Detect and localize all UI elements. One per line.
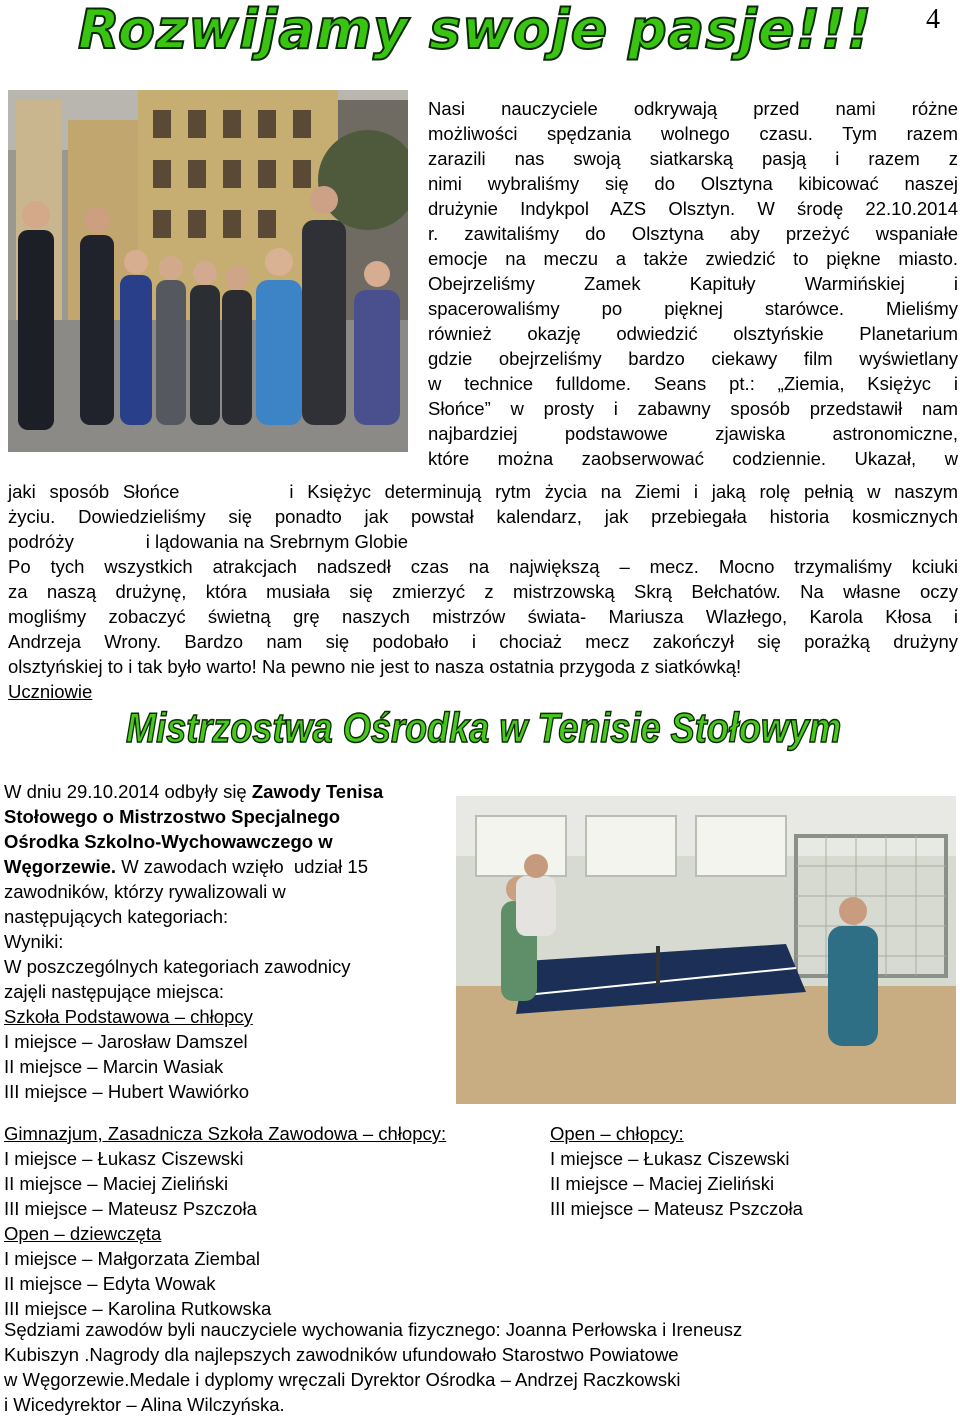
intro-line: W poszczególnych kategoriach zawodnicy	[4, 956, 351, 977]
article-line: jaki sposób Słońce i Księżyc determinują rytm życia na Ziemi i jaką rolę pełnią w naszym	[8, 481, 958, 502]
result-line: I miejsce – Łukasz Ciszewski	[550, 1148, 790, 1169]
closing-paragraph	[4, 1317, 954, 1417]
intro-text: W zawodach wzięło udział 15	[116, 856, 368, 877]
article-line: za naszą drużynę, która musiała się zmierzyć z mistrzowską Skrą Bełchatów. Na własne oczy	[8, 581, 958, 602]
category-open-boys	[550, 1121, 950, 1221]
result-line: III miejsce – Hubert Wawiórko	[4, 1081, 250, 1102]
intro-line: zajęli następujące miejsca:	[4, 981, 225, 1002]
intro-line: Wyniki:	[4, 931, 64, 952]
intro-bold: Zawody Tenisa	[251, 781, 384, 802]
closing-line: w Węgorzewie.Medale i dyplomy wręczali Dyrektor Ośrodka – Andrzej Raczkowski	[4, 1369, 681, 1390]
article-line: również okazję odwiedzić olsztyńskie Planetarium	[428, 323, 958, 344]
group-photo-olsztyn	[8, 90, 408, 452]
article-line: zarazili nas swoją siatkarską pasją i razem z	[428, 148, 958, 169]
result-line: II miejsce – Maciej Zieliński	[550, 1173, 775, 1194]
article-line: Nasi nauczyciele odkrywają przed nami różne	[428, 98, 958, 119]
intro-bold: Węgorzewie.	[4, 856, 117, 877]
article-line: nimi wybraliśmy się do Olsztyna kibicować naszej	[428, 173, 958, 194]
intro-line: zawodników, którzy rywalizowali w	[4, 881, 286, 902]
article-line: w technice fulldome. Seans pt.: „Ziemia, Księżyc i	[428, 373, 958, 394]
article-line: mogliśmy zobaczyć świetną grę naszych mistrzów świata- Mariusza Wlazłego, Karola Kłosa i	[8, 606, 958, 627]
article-line: możliwości spędzania wolnego czasu. Tym razem	[428, 123, 958, 144]
intro-bold: Ośrodka Szkolno-Wychowawczego w	[4, 831, 333, 852]
result-line: II miejsce – Edyta Wowak	[4, 1273, 216, 1294]
page-number: 4	[926, 4, 940, 35]
volleyball-article-column	[428, 96, 958, 471]
intro-text: W dniu 29.10.2014 odbyły się	[4, 781, 252, 802]
category-heading: Gimnazjum, Zasadnicza Szkoła Zawodowa – chłopcy:	[4, 1123, 447, 1144]
result-line: II miejsce – Marcin Wasiak	[4, 1056, 224, 1077]
intro-line: następujących kategoriach:	[4, 906, 229, 927]
article-line: drużynie Indykpol AZS Olsztyn. W środę 22.10.2014	[428, 198, 958, 219]
article-line: Po tych wszystkich atrakcjach nadszedł czas na największą – mecz. Mocno trzymaliśmy kciuki	[8, 556, 958, 577]
volleyball-article-continued	[8, 479, 958, 704]
article-signature: Uczniowie	[8, 681, 93, 702]
article-line: spacerowaliśmy po pięknej starówce. Mieliśmy	[428, 298, 958, 319]
category-gimnazjum	[4, 1121, 524, 1321]
category-heading: Szkoła Podstawowa – chłopcy	[4, 1006, 253, 1027]
article-line: najbardziej podstawowe zjawiska astronomiczne,	[428, 423, 958, 444]
closing-line: Sędziami zawodów byli nauczyciele wychowania fizycznego: Joanna Perłowska i Ireneusz	[4, 1319, 743, 1340]
article-line: życiu. Dowiedzieliśmy się ponadto jak powstał kalendarz, jak przebiegała historia kosmicznych	[8, 506, 958, 527]
result-line: I miejsce – Małgorzata Ziembal	[4, 1248, 261, 1269]
category-heading: Open – dziewczęta	[4, 1223, 162, 1244]
result-line: III miejsce – Mateusz Pszczoła	[4, 1198, 257, 1219]
section-title-table-tennis: Mistrzostwa Ośrodka w Tenisie Stołowym	[126, 704, 842, 751]
article-line: które można zaobserwować codziennie. Ukazał, w	[428, 448, 958, 469]
result-line: III miejsce – Mateusz Pszczoła	[550, 1198, 803, 1219]
closing-line: Kubiszyn .Nagrody dla najlepszych zawodników ufundowało Starostwo Powiatowe	[4, 1344, 679, 1365]
category-heading: Open – chłopcy:	[550, 1123, 684, 1144]
article-line: Andrzeja Wrony. Bardzo nam się podobało i chociaż mecz zakończył się porażką drużyny	[8, 631, 958, 652]
table-tennis-photo	[456, 796, 956, 1104]
closing-line: i Wicedyrektor – Alina Wilczyńska.	[4, 1394, 285, 1415]
article-line: olsztyńskiej to i tak było warto! Na pewno nie jest to nasza ostatnia przygoda z siatkówką!	[8, 656, 742, 677]
result-line: III miejsce – Karolina Rutkowska	[4, 1298, 272, 1319]
result-line: II miejsce – Maciej Zieliński	[4, 1173, 229, 1194]
article-line: Obejrzeliśmy Zamek Kapituły Warmińskiej i	[428, 273, 958, 294]
article-line: gdzie obejrzeliśmy bardzo ciekawy film wyświetlany	[428, 348, 958, 369]
article-line: r. zawitaliśmy do Olsztyna aby przeżyć wspaniałe	[428, 223, 958, 244]
table-tennis-intro	[4, 779, 444, 1104]
result-line: I miejsce – Jarosław Damszel	[4, 1031, 248, 1052]
page-title: Rozwijamy swoje pasje!!!	[78, 0, 873, 61]
article-line: Słońce” w prosty i zabawny sposób przedstawił nam	[428, 398, 958, 419]
intro-bold: Stołowego o Mistrzostwo Specjalnego	[4, 806, 341, 827]
result-line: I miejsce – Łukasz Ciszewski	[4, 1148, 244, 1169]
article-line: podróży i lądowania na Srebrnym Globie	[8, 531, 408, 552]
article-line: emocje na meczu a także zwiedzić to piękne miasto.	[428, 248, 958, 269]
